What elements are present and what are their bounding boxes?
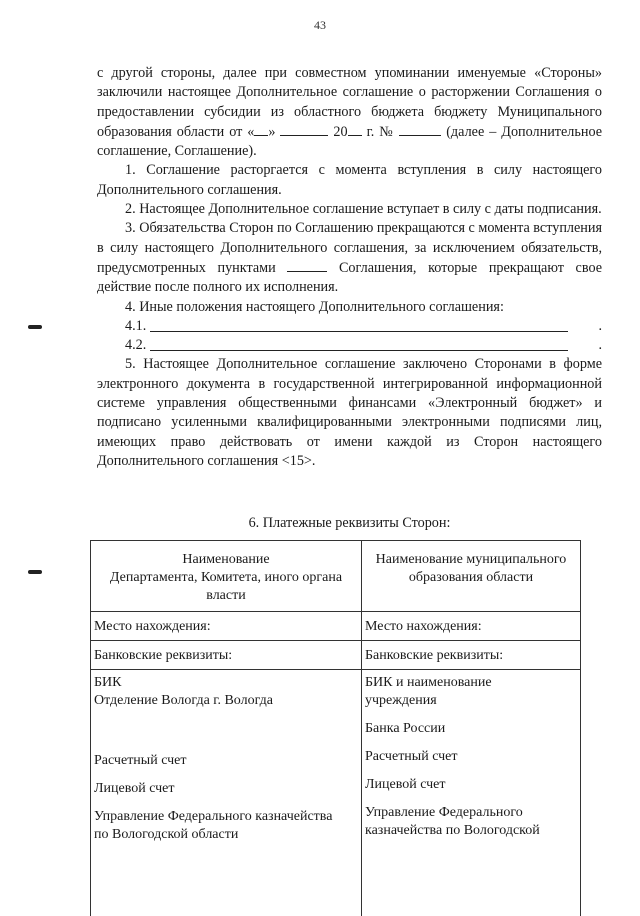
intro-year-prefix: 20 [333,124,347,140]
clause-4-1 [97,317,602,336]
intro-text: с другой стороны, далее при совместном упоминании именуемые «Стороны» заключили настоящее Дополнительное соглашение о расторжении Соглашения о предоставлении субсидии из областного бюджета бюджету Муниципального образования области от « [97,65,602,140]
bank-details-left: Банковские реквизиты: [91,641,362,670]
header-right-line-1: Наименование муниципального [365,551,577,569]
header-left-line-3: власти [94,587,358,605]
number-blank [399,122,441,136]
personal-account-right: Лицевой счет [365,776,577,794]
bank-details-row [91,641,581,670]
treasury-left-2: по Вологодской области [94,826,358,844]
scan-margin-mark [28,570,42,574]
document-body [97,64,602,471]
intro-paragraph [97,64,602,161]
location-row [91,612,581,641]
clause-4-2-label: 4.2. [97,336,146,355]
location-right: Место нахождения: [362,612,581,641]
location-left: Место нахождения: [91,612,362,641]
month-blank [280,122,328,136]
treasury-left-1: Управление Федерального казначейства [94,808,358,826]
clause-4-2 [97,336,602,355]
treasury-right-1: Управление Федерального [365,804,577,822]
year-blank [348,122,362,136]
page-number: 43 [0,18,640,33]
clause-4-2-line [150,349,568,351]
clause-4: 4. Иные положения настоящего Дополнительного соглашения: [97,298,602,317]
clauses-blank [287,258,327,272]
header-right-cell [362,541,581,612]
bank-details-right: Банковские реквизиты: [362,641,581,670]
clause-4-1-end: . [570,317,602,336]
clause-1: 1. Соглашение расторгается с момента вступления в силу настоящего Дополнительного соглашения. [97,161,602,200]
treasury-right-2: казначейства по Вологодской [365,822,577,840]
clause-2: 2. Настоящее Дополнительное соглашение вступает в силу с даты подписания. [97,200,602,219]
header-left-line-2: Департамента, Комитета, иного органа [94,569,358,587]
clause-4-1-line [150,330,568,332]
clause-3 [97,219,602,297]
payment-details-table [90,540,581,916]
requisites-row [91,670,581,916]
bank-right: Банка России [365,720,577,738]
settlement-account-left: Расчетный счет [94,752,358,770]
header-right-line-2: образования области [365,569,577,587]
intro-year-suffix: г. № [367,124,395,140]
scan-margin-mark [28,325,42,329]
section-6-title: 6. Платежные реквизиты Сторон: [97,515,602,532]
requisites-right [362,670,581,916]
personal-account-left: Лицевой счет [94,780,358,798]
clause-5: 5. Настоящее Дополнительное соглашение заключено Сторонами в форме электронного документа в государственной интегрированной информационной системе управления общественными финансами «Электронный бюджет» и подписано усиленными квалифицированными электронными подписями лиц, имеющих право действовать от имени каждой из Сторон настоящего Дополнительного соглашения <15>. [97,355,602,471]
requisites-left [91,670,362,916]
bik-right-1: БИК и наименование [365,674,577,692]
clause-3-text-a: 3. Обязательства Сторон по Соглашению прекращаются с момента вступления в силу настоящего Дополнительного соглашения, за исключением обязательств, предусмотренных пунктами [97,220,602,276]
day-blank [254,122,268,136]
bik-right-2: учреждения [365,692,577,710]
settlement-account-right: Расчетный счет [365,748,577,766]
clause-3-text-b: Соглашения, которые прекращают свое действие после полного их исполнения. [97,260,602,295]
clause-4-1-label: 4.1. [97,317,146,336]
branch-left: Отделение Вологда г. Вологда [94,692,358,710]
header-left-line-1: Наименование [94,551,358,569]
clause-4-2-end: . [570,336,602,355]
intro-quote: » [268,124,275,140]
table-header-row [91,541,581,612]
header-left-cell [91,541,362,612]
bik-left: БИК [94,674,358,692]
intro-tail: (далее – Дополнительное соглашение, Соглашение). [97,124,602,159]
